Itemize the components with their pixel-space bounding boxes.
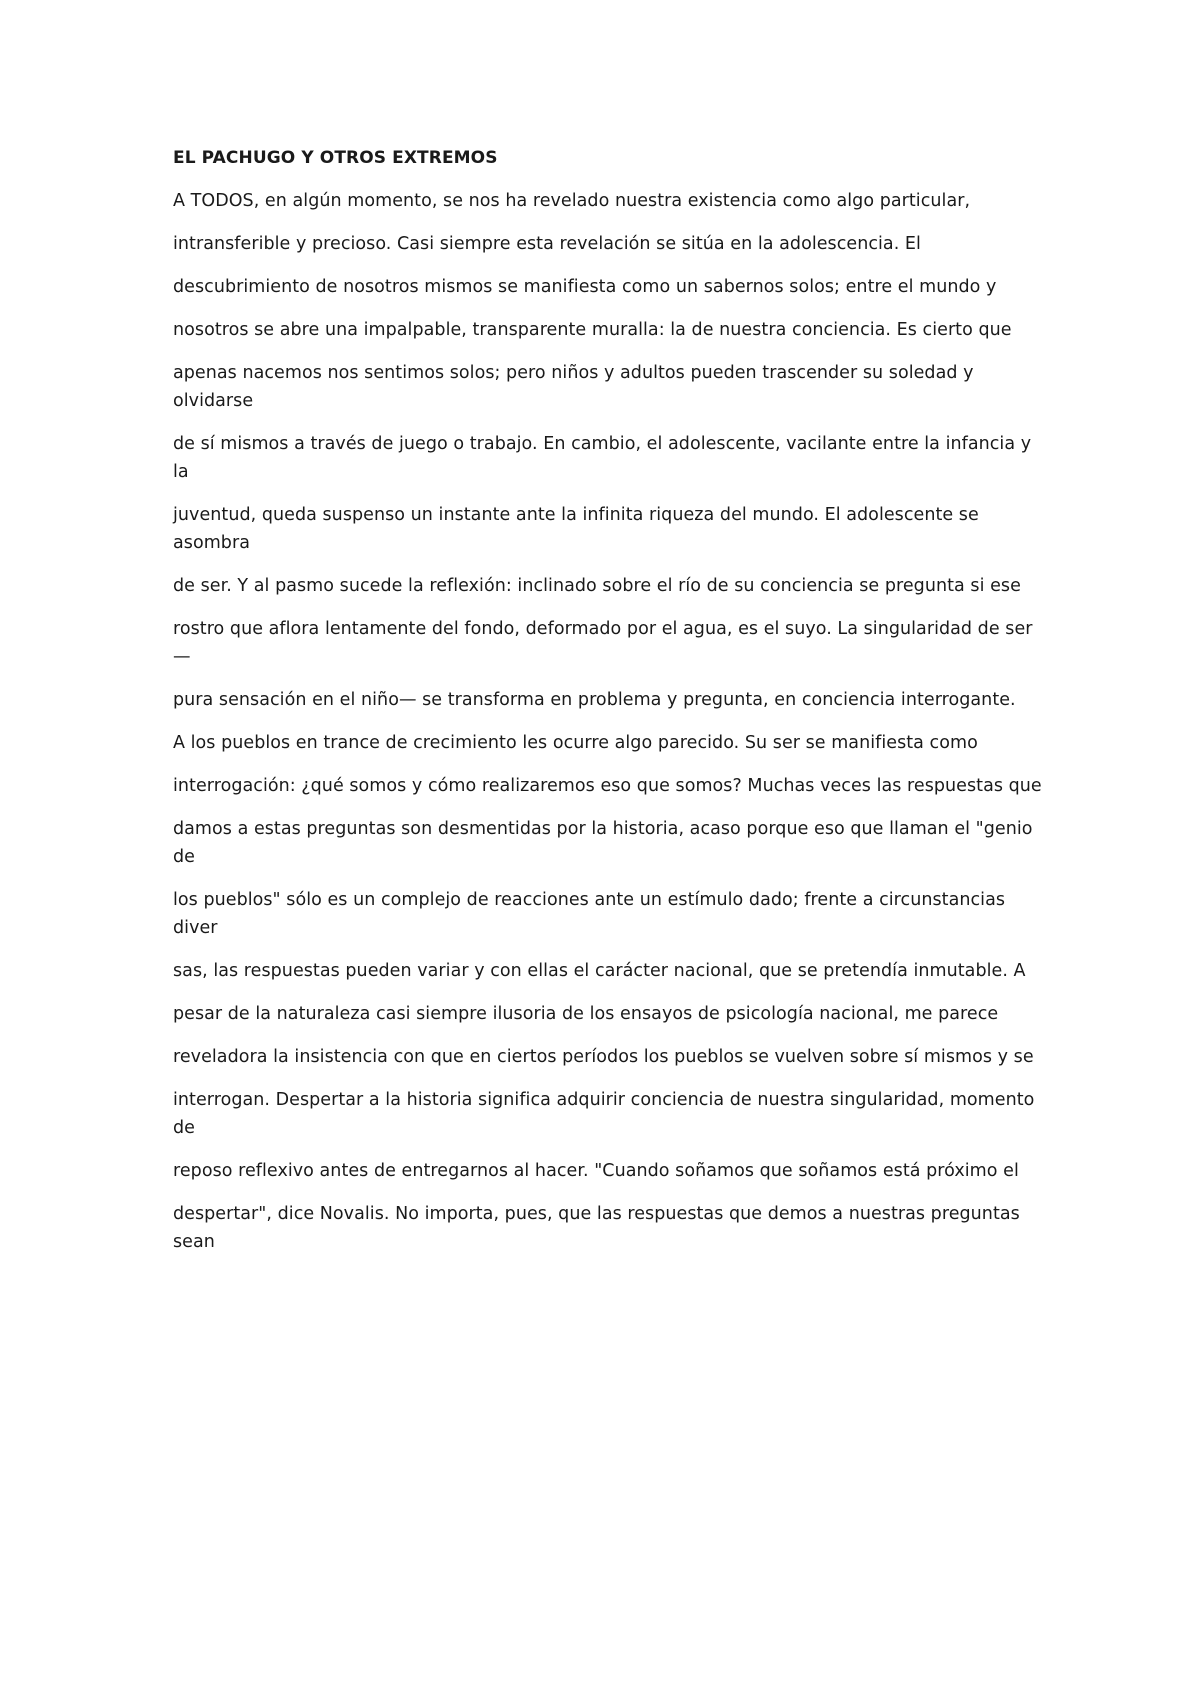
document-body (173, 146, 1043, 1271)
paragraph: reposo reflexivo antes de entregarnos al hacer. "Cuando soñamos que soñamos está próximo el (173, 1161, 1019, 1181)
paragraph: pura sensación en el niño— se transforma en problema y pregunta, en conciencia interrogante. (173, 690, 1016, 710)
paragraph: de ser. Y al pasmo sucede la reflexión: inclinado sobre el río de su conciencia se pregunta si ese (173, 576, 1021, 596)
paragraph: intransferible y precioso. Casi siempre esta revelación se sitúa en la adolescencia. El (173, 234, 921, 254)
paragraph: juventud, queda suspenso un instante ante la infinita riqueza del mundo. El adolescente se asombra (173, 505, 979, 553)
paragraph: apenas nacemos nos sentimos solos; pero niños y adultos pueden trascender su soledad y olvidarse (173, 363, 974, 411)
paragraph: rostro que aflora lentamente del fondo, deformado por el agua, es el suyo. La singularidad de ser — (173, 619, 1033, 667)
paragraph: interrogación: ¿qué somos y cómo realizaremos eso que somos? Muchas veces las respuestas que (173, 776, 1042, 796)
paragraph: reveladora la insistencia con que en ciertos períodos los pueblos se vuelven sobre sí mismos y se (173, 1047, 1034, 1067)
paragraph: de sí mismos a través de juego o trabajo. En cambio, el adolescente, vacilante entre la infancia y la (173, 434, 1032, 482)
paragraph: interrogan. Despertar a la historia significa adquirir conciencia de nuestra singularidad, momento de (173, 1090, 1035, 1138)
document-title: EL PACHUGO Y OTROS EXTREMOS (173, 148, 498, 168)
paragraph: A TODOS, en algún momento, se nos ha revelado nuestra existencia como algo particular, (173, 191, 971, 211)
paragraph: pesar de la naturaleza casi siempre ilusoria de los ensayos de psicología nacional, me parece (173, 1004, 999, 1024)
paragraph: los pueblos" sólo es un complejo de reacciones ante un estímulo dado; frente a circunstancias diver (173, 890, 1006, 938)
paragraph: descubrimiento de nosotros mismos se manifiesta como un sabernos solos; entre el mundo y (173, 277, 997, 297)
paragraph: despertar", dice Novalis. No importa, pues, que las respuestas que demos a nuestras preguntas sean (173, 1204, 1020, 1252)
paragraph: A los pueblos en trance de crecimiento les ocurre algo parecido. Su ser se manifiesta como (173, 733, 978, 753)
paragraph: nosotros se abre una impalpable, transparente muralla: la de nuestra conciencia. Es cierto que (173, 320, 1012, 340)
paragraph: damos a estas preguntas son desmentidas por la historia, acaso porque eso que llaman el "genio de (173, 819, 1033, 867)
paragraph: sas, las respuestas pueden variar y con ellas el carácter nacional, que se pretendía inmutable. A (173, 961, 1026, 981)
